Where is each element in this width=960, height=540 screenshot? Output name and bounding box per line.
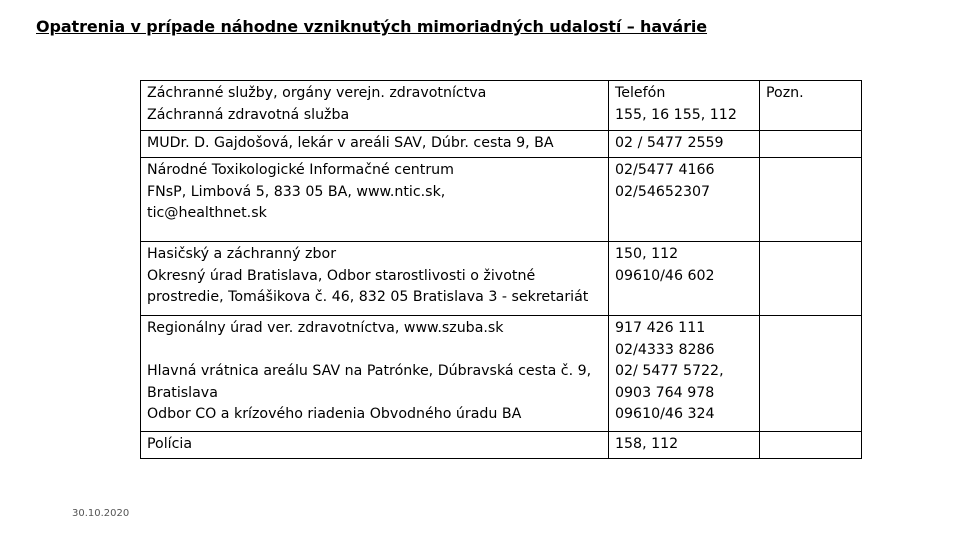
phone-text: 02/ 5477 5722,: [615, 363, 724, 379]
phone-text: 02/5477 4166: [615, 162, 715, 178]
phone-cell: [609, 81, 760, 131]
phone-text: 02/4333 8286: [615, 341, 715, 358]
phone-text: 02 / 5477 2559: [615, 135, 724, 151]
table-row: [141, 81, 862, 131]
service-text: Okresný úrad Bratislava, Odbor starostlivosti o životné: [147, 267, 536, 284]
table-row: [141, 242, 862, 316]
service-text: Hasičský a záchranný zbor: [147, 246, 337, 262]
footer-date: 30.10.2020: [72, 508, 130, 519]
service-cell: [141, 158, 609, 242]
service-text: [147, 340, 602, 362]
phone-text: 158, 112: [615, 436, 679, 452]
service-text: Hlavná vrátnica areálu SAV na Patrónke, Dúbravská cesta č. 9,: [147, 363, 592, 379]
service-text: FNsP, Limbová 5, 833 05 BA, www.ntic.sk,: [147, 183, 446, 200]
service-text: Národné Toxikologické Informačné centrum: [147, 162, 454, 178]
service-text: MUDr. D. Gajdošová, lekár v areáli SAV, Dúbr. cesta 9, BA: [147, 135, 554, 151]
table-row: [141, 131, 862, 158]
service-header-text: Záchranné služby, orgány verejn. zdravotníctva: [147, 85, 487, 101]
phone-cell: [609, 316, 760, 432]
phone-text: 0903 764 978: [615, 384, 715, 401]
service-cell: [141, 131, 609, 158]
service-text: tic@healthnet.sk: [147, 205, 267, 221]
note-cell: [760, 316, 862, 432]
service-text: prostredie, Tomášikova č. 46, 832 05 Bratislava 3 - sekretariát: [147, 289, 589, 305]
phone-text: 09610/46 324: [615, 406, 715, 422]
table-row: [141, 432, 862, 459]
note-cell: [760, 81, 862, 131]
note-cell: [760, 131, 862, 158]
service-cell: [141, 81, 609, 131]
phone-text: 917 426 111: [615, 320, 706, 336]
service-cell: [141, 242, 609, 316]
table-row: [141, 158, 862, 242]
service-cell: [141, 432, 609, 459]
note-cell: [760, 158, 862, 242]
phone-cell: [609, 131, 760, 158]
phone-cell: [609, 158, 760, 242]
phone-text: 02/54652307: [615, 183, 711, 200]
phone-header-text: Telefón: [615, 85, 666, 101]
note-cell: [760, 432, 862, 459]
contacts-table: [140, 80, 862, 459]
service-text: Odbor CO a krízového riadenia Obvodného úradu BA: [147, 406, 522, 422]
phone-text: 155, 16 155, 112: [615, 106, 737, 123]
phone-cell: [609, 242, 760, 316]
phone-text: 150, 112: [615, 246, 679, 262]
service-text: Regionálny úrad ver. zdravotníctva, www.szuba.sk: [147, 320, 504, 336]
note-header-text: Pozn.: [766, 85, 804, 101]
service-cell: [141, 316, 609, 432]
service-text: Záchranná zdravotná služba: [147, 106, 350, 123]
service-text: Bratislava: [147, 384, 218, 401]
page-title: Opatrenia v prípade náhodne vzniknutých mimoriadných udalostí – havárie: [36, 17, 708, 36]
service-text: Polícia: [147, 436, 193, 452]
phone-cell: [609, 432, 760, 459]
phone-text: 09610/46 602: [615, 267, 715, 284]
note-cell: [760, 242, 862, 316]
table-row: [141, 316, 862, 432]
